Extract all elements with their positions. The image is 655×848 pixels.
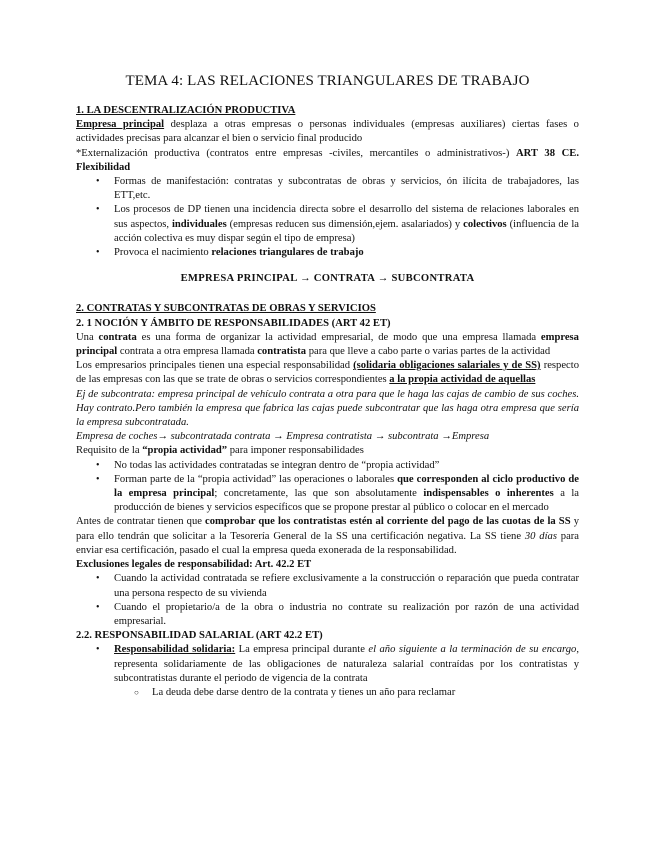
paragraph	[76, 444, 579, 458]
list-item: • No todas las actividades contratadas se integran dentro de “propia actividad”	[114, 459, 579, 473]
flow-line: EMPRESA PRINCIPAL → CONTRATA → SUBCONTRATA	[180, 273, 475, 285]
list-item	[114, 473, 579, 516]
text: desplaza a otras empresas o personas individuales (empresas auxiliares) ciertas fases o actividades precisas para alcanzar el bien o servicio final producido	[76, 119, 579, 145]
bullet-list	[76, 459, 579, 516]
text: Forman parte de la “propia actividad” las operaciones o laborales	[114, 473, 398, 485]
text: *Externalización productiva (contratos entre empresas -civiles, mercantiles o administrativos-)	[76, 147, 516, 159]
sub-list-item: ○ La deuda debe darse dentro de la contrata y tienes un año para reclamar	[152, 686, 579, 700]
paragraph	[76, 118, 579, 146]
bullet-list	[76, 572, 579, 629]
bold-term: que corresponden al ciclo productivo de la empresa principal	[114, 473, 579, 500]
paragraph	[76, 331, 579, 359]
text: (empresas reducen sus dimensión,ejem. asalariados) y	[226, 218, 464, 230]
paragraph	[76, 147, 579, 175]
document-page	[76, 72, 579, 700]
text: , representa solidariamente de las obligaciones de naturaleza salarial contraídas por los contratistas y subcontratistas durante el periodo de vigencia de la contrata	[114, 644, 579, 684]
list-item	[114, 246, 579, 260]
text: Provoca el nacimiento	[114, 247, 212, 259]
subsection-heading: 2.2. RESPONSABILIDAD SALARIAL (ART 42.2 ET)	[76, 630, 323, 642]
bold-term: indispensables o inherentes	[423, 488, 554, 500]
section-heading-2: 2. CONTRATAS Y SUBCONTRATAS DE OBRAS Y SERVICIOS	[76, 303, 376, 315]
text: es una forma de organizar la actividad empresarial, de modo que una empresa llamada	[136, 331, 541, 343]
text: a la producción de bienes y servicios específicos que se propone prestar al público o colocar en el mercado	[114, 488, 579, 514]
italic-term: 30 días	[524, 530, 557, 542]
text: (influencia de la acción colectiva es muy dispar según el tipo de empresa)	[114, 218, 579, 244]
page-title: TEMA 4: LAS RELACIONES TRIANGULARES DE TRABAJO	[125, 73, 530, 89]
text: respecto de las empresas con las que se trate de obras o servicios correspondientes	[76, 360, 579, 386]
text: ; concretamente, las que son absolutamente	[214, 488, 424, 500]
bold-term: colectivos	[463, 218, 507, 230]
list-item: • Cuando el propietario/a de la obra o industria no contrate su realización por razón de una actividad empresarial.	[114, 601, 579, 629]
text: para enviar esa certificación, pasado el cual la empresa queda exonerada de la responsabilidad.	[76, 530, 580, 556]
bold-term: “propia actividad”	[142, 445, 228, 457]
paragraph	[76, 515, 579, 558]
text: La empresa principal durante	[235, 644, 369, 656]
text: para imponer responsabilidades	[227, 445, 364, 457]
list-item	[114, 203, 579, 246]
text: Los empresarios principales tienen una especial responsabilidad	[76, 360, 354, 372]
bold-term: Responsabilidad solidaria:	[114, 644, 236, 656]
example-chain: Empresa de coches→ subcontratada contrata → Empresa contratista → subcontrata →Empresa	[76, 431, 490, 443]
bullet-list	[76, 175, 579, 260]
bold-term: a la propia actividad de aquellas	[389, 374, 536, 386]
text: contrata a otra empresa llamada	[117, 346, 258, 358]
text: para que lleve a cabo parte o varias partes de la actividad	[306, 346, 551, 358]
text: Requisito de la	[76, 445, 143, 457]
bold-term: Empresa principal	[76, 119, 165, 131]
list-item: • Formas de manifestación: contratas y subcontratas de obras y servicios, ón ilícita de trabajadores, las ETT,etc.	[114, 175, 579, 203]
bold-term: ART 38 CE. Flexibilidad	[76, 147, 579, 173]
bold-term: contratista	[257, 346, 307, 358]
text: Una	[76, 331, 99, 343]
exclusions-heading: Exclusiones legales de responsabilidad: Art. 42.2 ET	[76, 559, 312, 571]
italic-term: el año siguiente a la terminación de su encargo	[368, 644, 577, 656]
bold-term: (solidaria obligaciones salariales y de SS)	[353, 360, 541, 372]
bold-term: contrata	[98, 331, 137, 343]
section-heading-1: 1. LA DESCENTRALIZACIÓN PRODUCTIVA	[76, 105, 296, 116]
text: y para ello tendrán que solicitar a la Tesorería General de la SS una certificación negativa. La SS tiene	[76, 516, 579, 542]
sub-bullet-list	[76, 686, 579, 700]
subsection-heading: 2. 1 NOCIÓN Y ÁMBITO DE RESPONSABILIDADES (ART 42 ET)	[76, 317, 391, 329]
bullet-list	[76, 643, 579, 686]
text: Los procesos de DP tienen una incidencia directa sobre el desarrollo del sistema de relaciones laborales en sus aspectos,	[114, 204, 579, 230]
list-item	[114, 643, 579, 686]
example-text: Ej de subcontrata: empresa principal de vehículo contrata a otra para que le haga las cajas de cambio de sus coches. Hay contrato.Pero también la empresa que fabrica las cajas puede subcontratar que las haga otra empresa que sería la empresa subcontratada.	[76, 388, 579, 429]
text: Antes de contratar tienen que	[76, 516, 206, 528]
list-item: • Cuando la actividad contratada se refiere exclusivamente a la construcción o reparación que pueda contratar una persona respecto de su vivienda	[114, 572, 579, 600]
bold-term: individuales	[171, 218, 227, 230]
bold-term: empresa principal	[76, 331, 579, 358]
bold-term: comprobar que los contratistas estén al corriente del pago de las cuotas de la SS	[205, 516, 571, 528]
bold-term: relaciones triangulares de trabajo	[211, 247, 364, 259]
paragraph	[76, 359, 579, 387]
